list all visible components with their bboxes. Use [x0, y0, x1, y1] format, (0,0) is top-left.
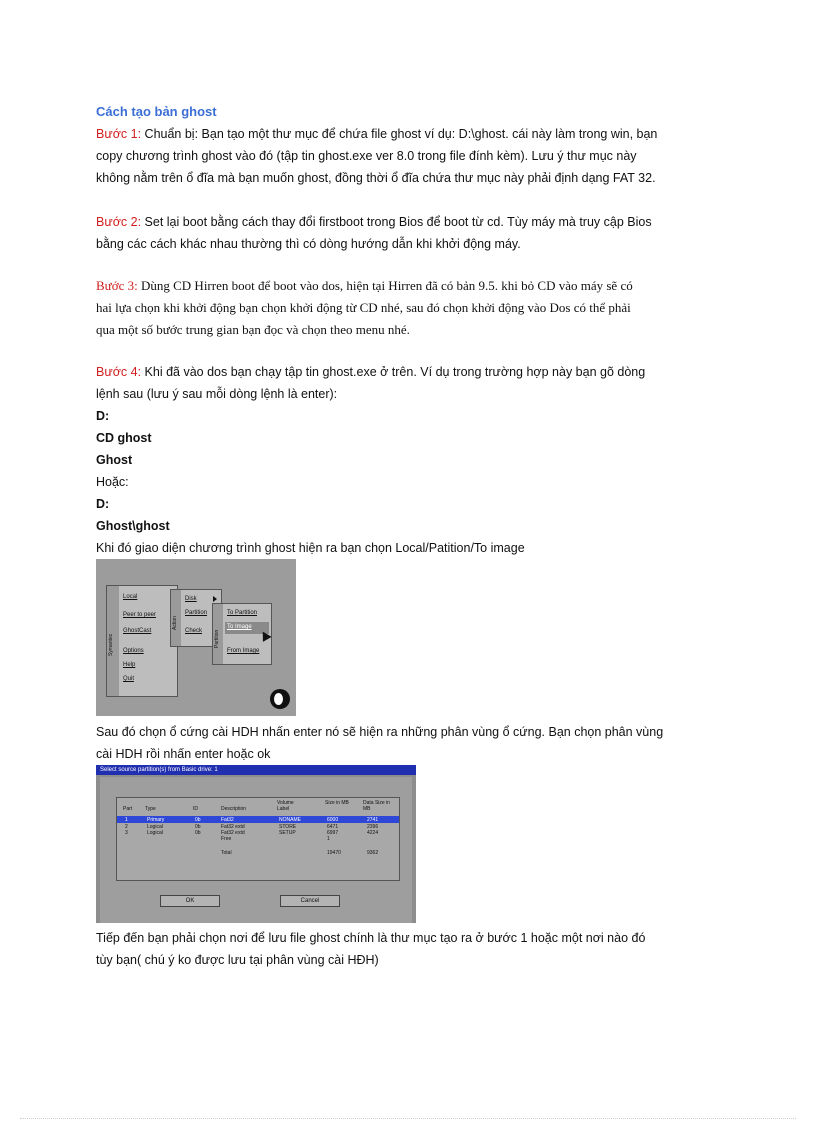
table-cell: 6471	[327, 824, 339, 830]
menu-item-quit: Quit	[123, 676, 135, 682]
cancel-button: Cancel	[280, 895, 340, 907]
table-cell: Free	[221, 836, 232, 842]
footer-divider	[20, 1118, 796, 1119]
step-3-line-1: Bước 3: Dùng CD Hirren boot để boot vào dos, hiện tại Hirren đã có bản 9.5. khi bỏ CD vào máy sẽ có	[96, 278, 633, 293]
command-line: D:	[96, 497, 110, 511]
step-3	[96, 275, 716, 341]
table-cell: 0b	[195, 824, 201, 830]
step-3-line-2: hai lựa chọn khi khởi động bạn chọn khởi động từ CD nhé, sau đó chọn khởi động vào Dos có thể phải	[96, 300, 631, 315]
table-cell: 1	[125, 817, 128, 823]
table-cell: 1	[327, 836, 330, 842]
menu-sidebar: Action	[171, 590, 181, 646]
submenu-arrow-icon	[213, 596, 217, 602]
table-cell: Total	[221, 850, 232, 856]
table-cell: 19470	[327, 850, 341, 856]
step-1-label: Bước 1:	[96, 127, 142, 141]
menu-item-disk: Disk	[185, 596, 197, 602]
table-cell: Fat32 extd	[221, 830, 245, 836]
step-3-label: Bước 3:	[96, 278, 138, 293]
menu-item-to-partition: To Partition	[227, 610, 258, 616]
table-cell: 6997	[327, 830, 339, 836]
menu-item-ghostcast: GhostCast	[123, 628, 152, 634]
table-cell: 2	[125, 824, 128, 830]
step-4-line-1: Bước 4: Khi đã vào dos bạn chạy tập tin ghost.exe ở trên. Ví dụ trong trường hợp này bạn gõ dòng	[96, 365, 646, 379]
step-2-line-2: bằng các cách khác nhau thường thì có dòng hướng dẫn khi khởi động máy.	[96, 237, 521, 251]
table-cell: 3	[125, 830, 128, 836]
table-cell: STORE	[279, 824, 297, 830]
step-4-label: Bước 4:	[96, 365, 142, 379]
menu-item-from-image: From Image	[227, 648, 260, 654]
dialog-body	[100, 777, 412, 923]
menu-sidebar: Symantec	[107, 586, 119, 696]
doc-title: Cách tạo bản ghost	[96, 104, 217, 119]
table-cell: 4224	[367, 830, 379, 836]
table-cell: Primary	[147, 817, 165, 823]
step-4	[96, 361, 716, 559]
table-cell: 2396	[367, 824, 379, 830]
dialog-title: Select source partition(s) from Basic drive: 1	[96, 765, 416, 775]
or-label: Hoặc:	[96, 475, 129, 489]
table-cell: 6000	[327, 817, 339, 823]
step-2	[96, 211, 716, 255]
menu-item-check: Check	[185, 628, 203, 634]
table-cell: NONAME	[279, 817, 301, 823]
step-3-line-3: qua một số bước trung gian bạn đọc và chọn theo menu nhé.	[96, 322, 410, 337]
step-1-line-1: Bước 1: Chuẩn bị: Bạn tạo một thư mục để chứa file ghost ví dụ: D:\ghost. cái này làm trong win, bạn	[96, 127, 658, 141]
step-1	[96, 123, 716, 189]
command-line: Ghost	[96, 453, 133, 467]
step-4-line-2: lệnh sau (lưu ý sau mỗi dòng lệnh là enter):	[96, 387, 338, 401]
command-line: Ghost\ghost	[96, 519, 170, 533]
table-cell: Fat32 extd	[221, 824, 245, 830]
after-command-text: Khi đó giao diện chương trình ghost hiện ra bạn chọn Local/Patition/To image	[96, 541, 525, 555]
ghost-logo-icon	[270, 689, 290, 709]
command-line: D:	[96, 409, 110, 423]
table-cell: Logical	[147, 824, 163, 830]
table-cell: SETUP	[279, 830, 296, 836]
menu-item-peer: Peer to peer	[123, 612, 157, 618]
menu-item-to-image: To Image	[227, 624, 252, 630]
table-cell: Logical	[147, 830, 163, 836]
step-2-label: Bước 2:	[96, 215, 142, 229]
final-paragraph: Tiếp đến bạn phải chọn nơi để lưu file ghost chính là thư mục tạo ra ở bước 1 hoặc một nơi nào đó tùy bạn( chú ý ko được lưu tại phân vùng cài HĐH)	[96, 931, 646, 967]
step-2-line-1: Bước 2: Set lại boot bằng cách thay đổi firstboot trong Bios để boot từ cd. Tùy máy mà truy cập Bios	[96, 215, 652, 229]
partition-table: Part Type ID Description Volume Label Size in MB Data Size in MB 1 Primary 0b Fat32 NONAME 6000 2741 2 Logical 0b Fat32 extd STORE 6471 2396 3 Logical 0b Fat32 extd SETUP 6997 4224 Free 1 Total 19470 9362	[116, 797, 400, 881]
ok-button: OK	[160, 895, 220, 907]
partition-dialog-screenshot	[96, 765, 416, 923]
table-cell: Fat32	[221, 817, 234, 823]
menu-sidebar: Partition	[213, 604, 223, 664]
ghost-menu-screenshot	[96, 559, 296, 716]
table-cell: 2741	[367, 817, 379, 823]
command-line: CD ghost	[96, 431, 152, 445]
table-cell: 0b	[195, 830, 201, 836]
menu-item-options: Options	[123, 648, 144, 654]
menu-item-local: Local	[123, 594, 138, 600]
step-1-line-2: copy chương trình ghost vào đó (tập tin ghost.exe ver 8.0 trong file đính kèm). Lưu ý thư mục này	[96, 149, 637, 163]
menu-item-help: Help	[123, 662, 136, 668]
menu-item-partition: Partition	[185, 610, 208, 616]
step-1-line-3: không nằm trên ổ đĩa mà bạn muốn ghost, đồng thời ổ đĩa chứa thư mục này phải định dạng FAT 32.	[96, 171, 656, 185]
table-cell: 0b	[195, 817, 201, 823]
table-cell: 9362	[367, 850, 379, 856]
ghost-main-menu	[106, 585, 178, 697]
para-after-menu: Sau đó chọn ổ cứng cài HDH nhấn enter nó sẽ hiện ra những phân vùng ổ cứng. Bạn chọn phân vùng cài HDH rồi nhấn enter hoặc ok	[96, 725, 664, 761]
